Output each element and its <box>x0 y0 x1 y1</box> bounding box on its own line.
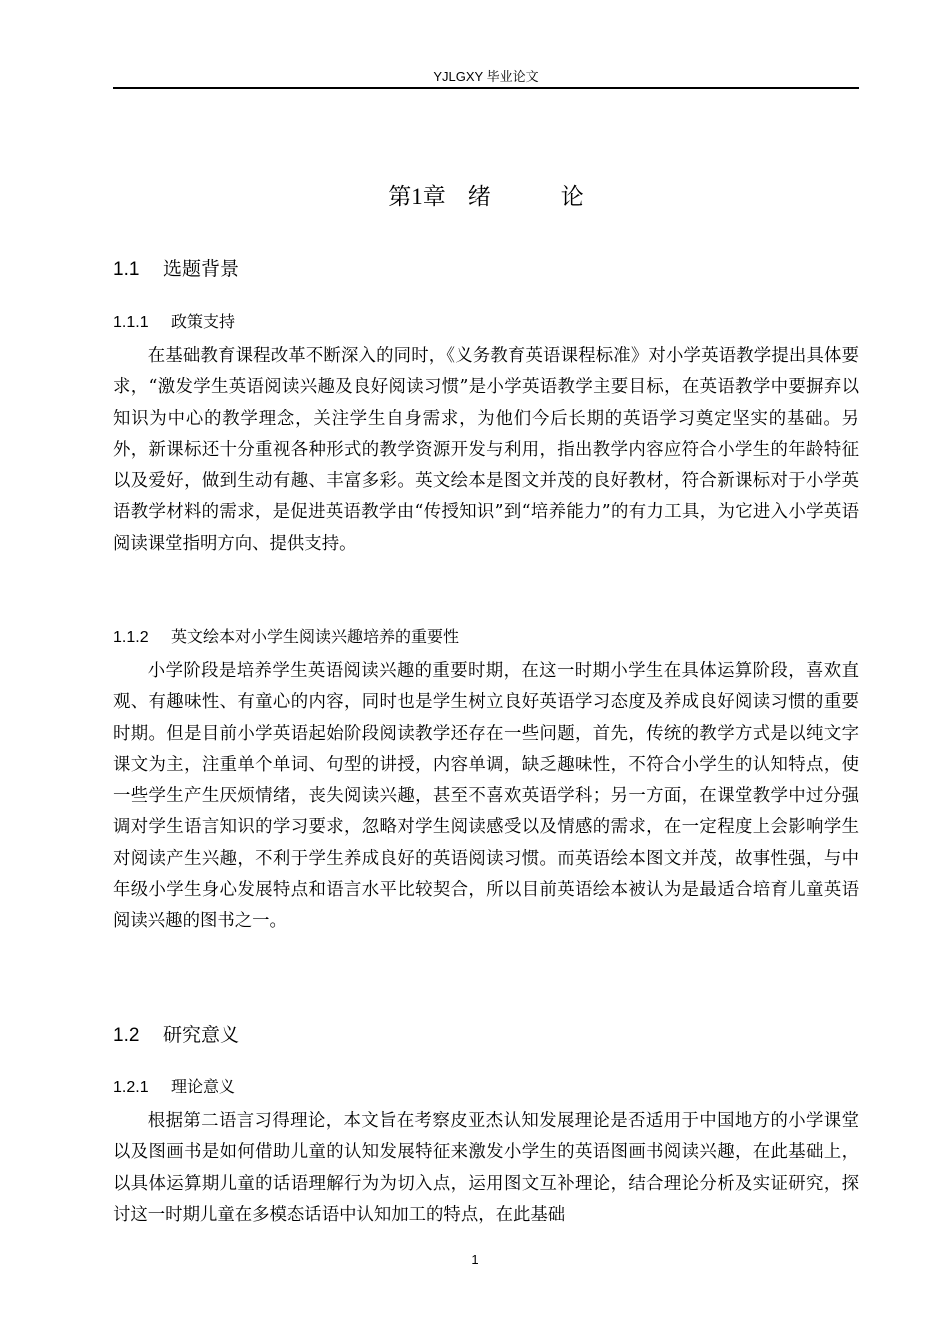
section-heading <box>113 1020 239 1047</box>
subsection-title: 政策支持 <box>171 312 236 331</box>
chapter-suffix: 章 <box>422 184 446 210</box>
running-header: YJLGXY 毕业论文 <box>433 69 539 84</box>
subsection-number: 1.2.1 <box>113 1079 149 1096</box>
chapter-number: 1 <box>411 184 423 209</box>
body-paragraph: 在基础教育课程改革不断深入的同时，《义务教育英语课程标准》对小学英语教学提出具体要求，“激发学生英语阅读兴趣及良好阅读习惯”是小学英语教学主要目标，在英语教学中要摒弃以知识为中心的教学理念，关注学生自身需求，为他们今后长期的英语学习奠定坚实的基础。另外，新课标还十分重视各种形式的教学资源开发与利用，指出教学内容应符合小学生的年龄特征以及爱好，做到生动有趣、丰富多彩。英文绘本是图文并茂的良好教材，符合新课标对于小学英语教学材料的需求，是促进英语教学由“传授知识”到“培养能力”的有力工具，为它进入小学英语阅读课堂指明方向、提供支持。 <box>113 346 859 554</box>
section-number: 1.2 <box>113 1025 140 1046</box>
subsection-title: 理论意义 <box>171 1077 236 1096</box>
subsection-heading <box>113 309 235 332</box>
body-paragraph: 根据第二语言习得理论，本文旨在考察皮亚杰认知发展理论是否适用于中国地方的小学课堂以及图画书是如何借助儿童的认知发展特征来激发小学生的英语图画书阅读兴趣，在此基础上，以具体运算期儿童的话语理解行为为切入点，运用图文互补理论，结合理论分析及实证研究，探讨这一时期儿童在多模态话语中认知加工的特点，在此基础 <box>113 1111 859 1225</box>
chapter-name-2: 论 <box>560 184 584 210</box>
chapter-prefix: 第 <box>388 184 412 210</box>
section-title: 研究意义 <box>163 1024 240 1046</box>
header-rule <box>113 87 859 89</box>
subsection-number: 1.1.1 <box>113 314 149 331</box>
chapter-name-1: 绪 <box>467 184 491 210</box>
section-title: 选题背景 <box>163 258 240 280</box>
chapter-title <box>113 178 859 211</box>
page-number: 1 <box>471 1252 479 1267</box>
subsection-number: 1.1.2 <box>113 629 149 646</box>
subsection-heading <box>113 624 459 647</box>
body-paragraph: 小学阶段是培养学生英语阅读兴趣的重要时期，在这一时期小学生在具体运算阶段，喜欢直观、有趣味性、有童心的内容，同时也是学生树立良好英语学习态度及养成良好阅读习惯的重要时期。但是目前小学英语起始阶段阅读教学还存在一些问题，首先，传统的教学方式是以纯文字课文为主，注重单个单词、句型的讲授，内容单调，缺乏趣味性，不符合小学生的认知特点，使一些学生产生厌烦情绪，丧失阅读兴趣，甚至不喜欢英语学科；另一方面，在课堂教学中过分强调对学生语言知识的学习要求，忽略对学生阅读感受以及情感的需求，在一定程度上会影响学生对阅读产生兴趣，不利于学生养成良好的英语阅读习惯。而英语绘本图文并茂，故事性强，与中年级小学生身心发展特点和语言水平比较契合，所以目前英语绘本被认为是最适合培育儿童英语阅读兴趣的图书之一。 <box>113 661 859 932</box>
section-number: 1.1 <box>113 259 140 280</box>
subsection-heading <box>113 1074 235 1097</box>
section-heading <box>113 254 239 281</box>
subsection-title: 英文绘本对小学生阅读兴趣培养的重要性 <box>171 627 460 646</box>
